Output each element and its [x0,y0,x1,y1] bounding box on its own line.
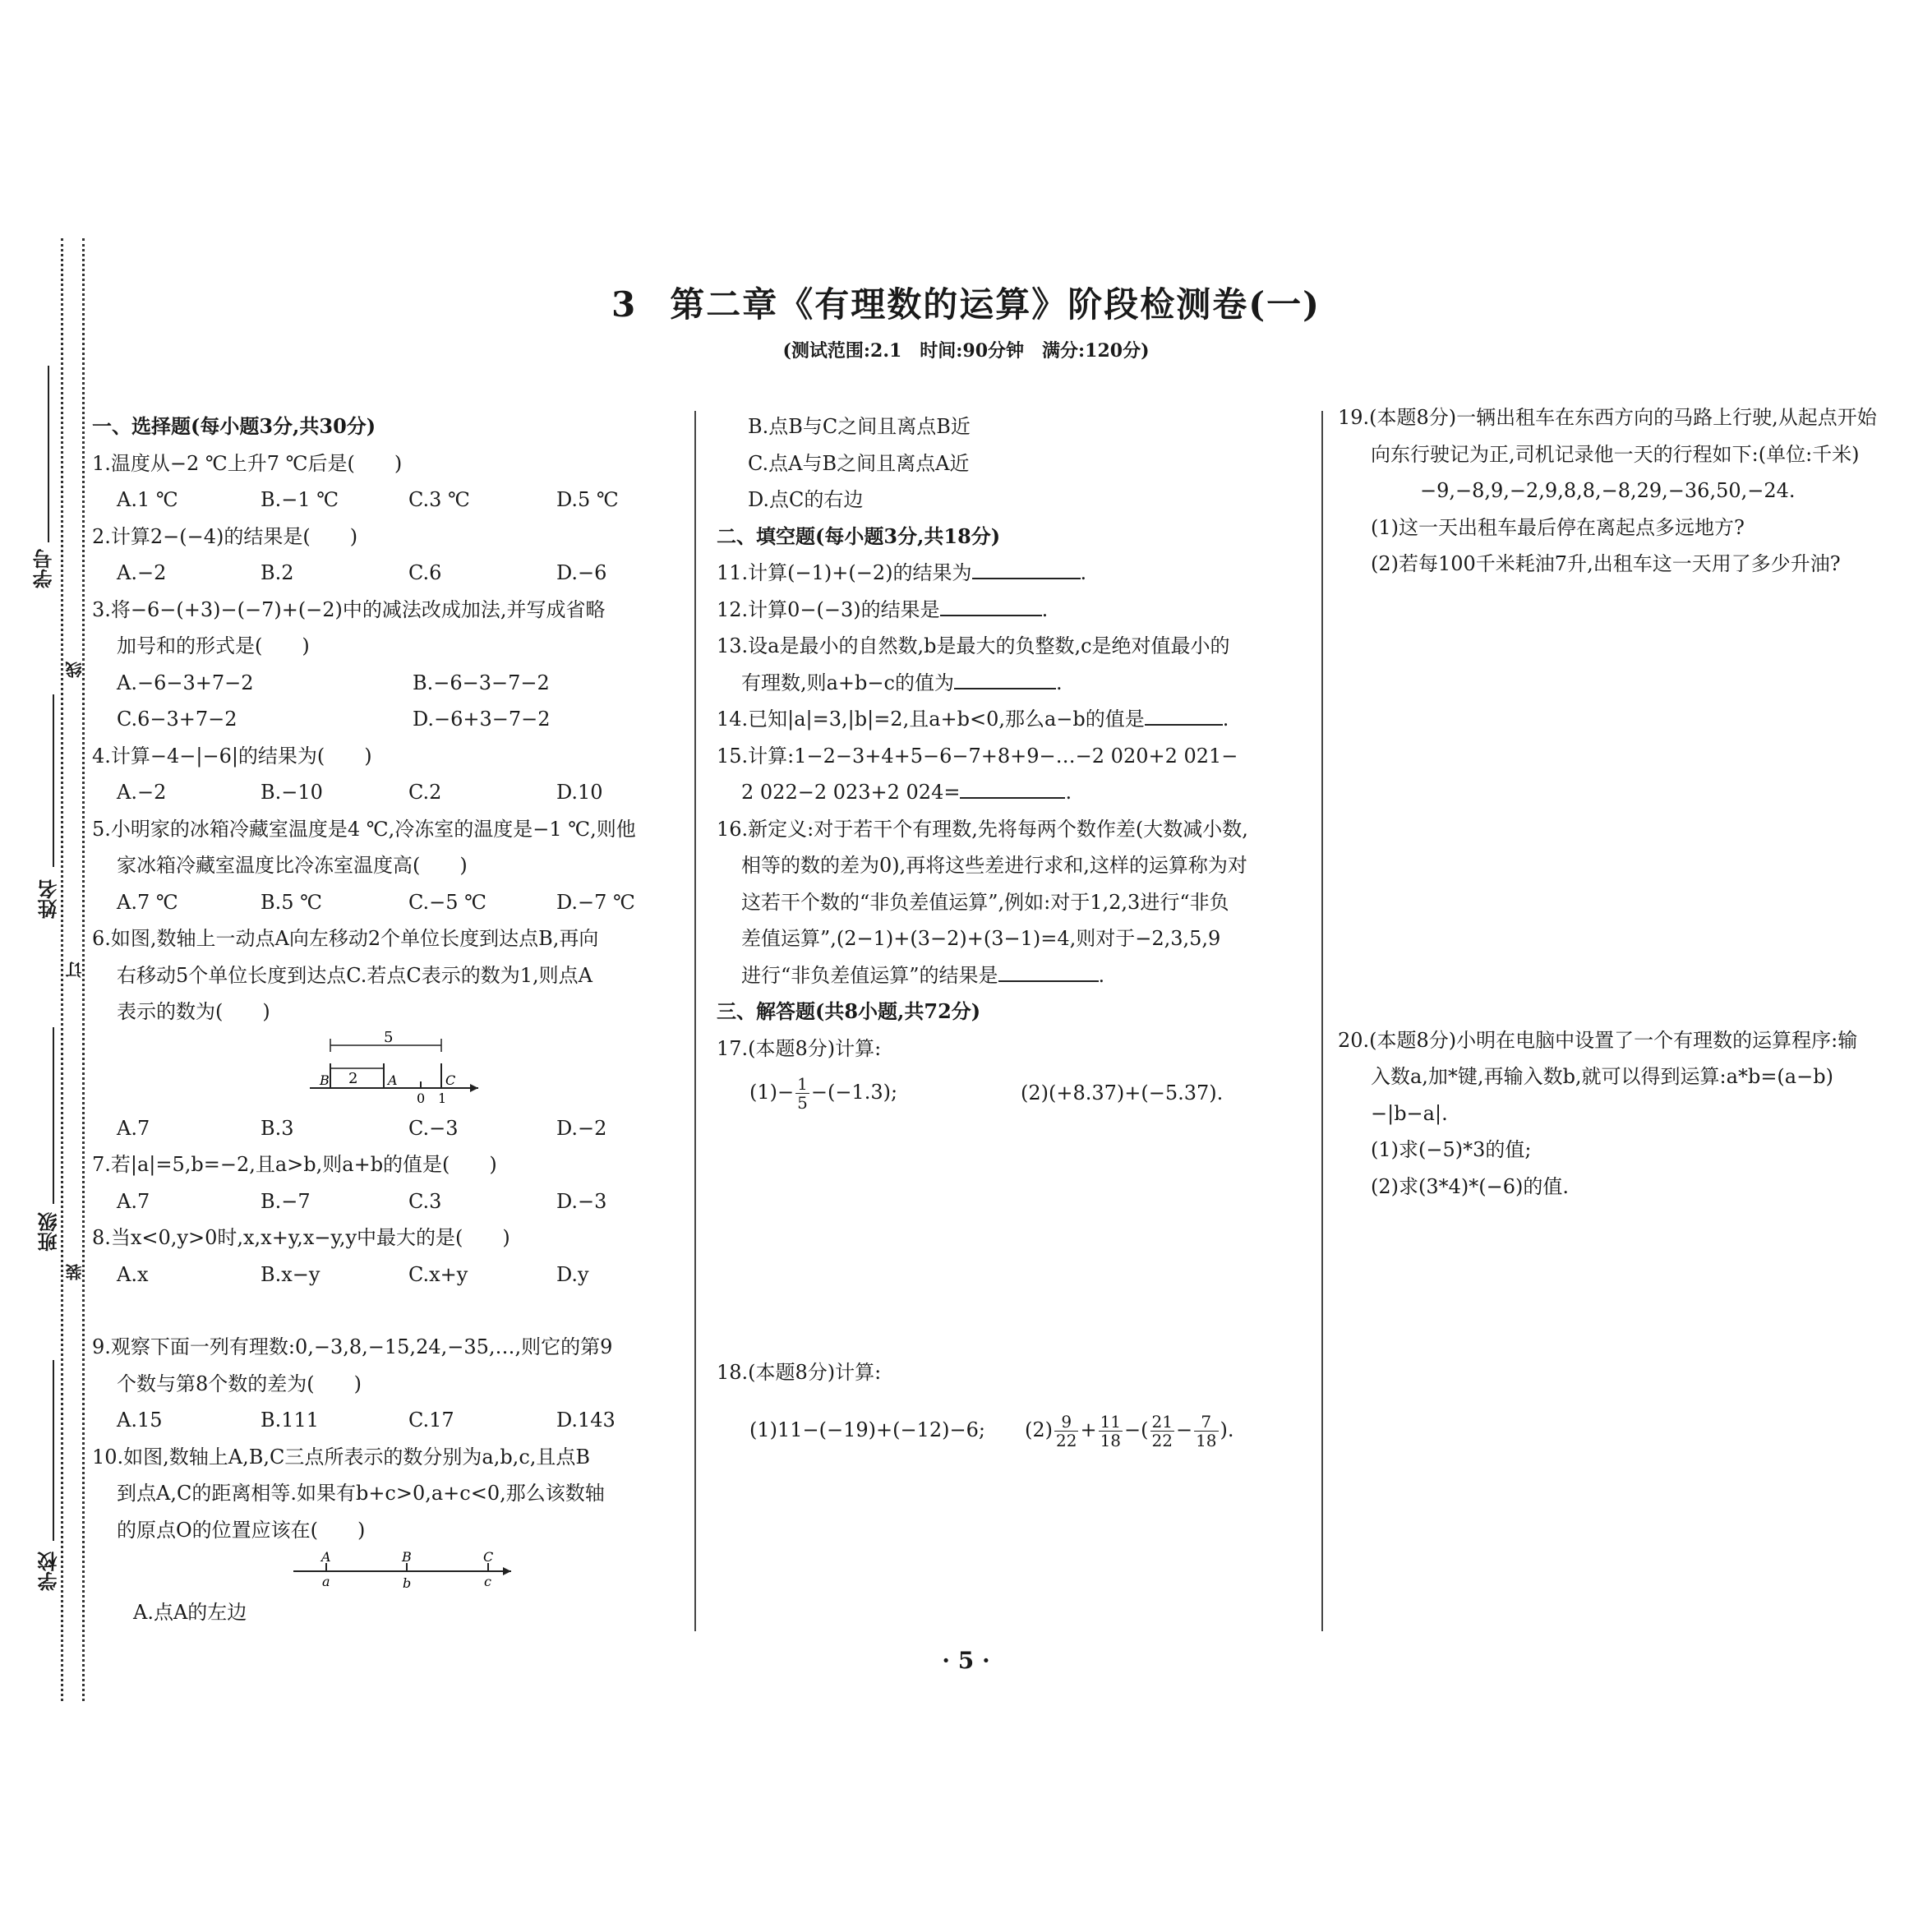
q9-option-b[interactable]: B.111 [261,1409,320,1432]
q6-option-c[interactable]: C.−3 [408,1116,459,1140]
class-label: 班级 [37,1212,61,1252]
q17-1-denominator: 5 [797,1093,808,1113]
q7-option-b[interactable]: B.−7 [261,1189,311,1213]
q11-answer-blank[interactable] [972,556,1081,579]
section-choice-heading: 一、选择题(每小题3分,共30分) [92,414,376,438]
question-3-line-1: 3.将−6−(+3)−(−7)+(−2)中的减法改成加法,并写成省略 [92,597,606,621]
class-rule [53,1027,54,1204]
question-1: 1.温度从−2 ℃上升7 ℃后是( ) [92,451,403,475]
left-column [92,408,684,1631]
q6-fig-point-a: A [388,1072,398,1088]
q10-fig-value-c: c [484,1574,491,1589]
question-17: 17.(本题8分)计算: [717,1036,882,1060]
q2-option-a[interactable]: A.−2 [117,561,167,584]
question-15-line-1: 15.计算:1−2−3+4+5−6−7+8+9−…−2 020+2 021− [717,744,1238,768]
q18-2-fraction-4 [1194,1413,1218,1450]
q14-answer-blank[interactable] [1145,703,1223,726]
column-divider-right [1321,411,1323,1631]
q4-option-d[interactable]: D.10 [556,781,603,804]
q10-option-d[interactable]: D.点C的右边 [748,488,864,511]
q5-option-a[interactable]: A.7 ℃ [117,890,178,914]
question-9-line-2: 个数与第8个数的差为( ) [117,1372,362,1395]
q18-2-fraction-1 [1054,1413,1078,1450]
question-16-line-3: 这若干个数的“非负差值运算”,例如:对于1,2,3进行“非负 [741,890,1229,914]
question-4: 4.计算−4−|−6|的结果为( ) [92,744,372,768]
question-10-line-3: 的原点O的位置应该在( ) [117,1518,366,1542]
q16-answer-blank[interactable] [998,959,1099,982]
question-15-line-2: 2 022−2 023+2 024= . [717,774,1308,811]
question-12-text: 12.计算0−(−3)的结果是 [717,597,940,621]
q18-subquestions [717,1406,1308,1455]
test-title: 第二章《有理数的运算》阶段检测卷(一) [670,284,1321,325]
binding-mark-xian: 线 [65,662,85,678]
q8-options [92,1256,684,1293]
q1-options [92,482,684,519]
test-info: (测试范围:2.1 时间:90分钟 满分:120分) [782,340,1150,362]
question-19-part-2: (2)若每100千米耗油7升,出租车这一天用了多少升油? [1371,552,1841,575]
question-16-line-5: 进行“非负差值运算”的结果是 . [717,957,1308,994]
q18-part-2 [1025,1412,1234,1450]
q10-fig-point-a: A [321,1549,331,1565]
q19-answer-space[interactable] [1338,583,1930,1022]
q5-option-c[interactable]: C.−5 ℃ [408,890,486,914]
question-6-line-1: 6.如图,数轴上一动点A向左移动2个单位长度到达点B,再向 [92,927,599,950]
test-number: 3 [611,284,638,325]
q17-subquestions [717,1070,1308,1116]
question-13-line-2: 有理数,则a+b−c的值为 . [717,665,1308,702]
q6-option-d[interactable]: D.−2 [556,1116,607,1140]
question-16-line-4: 差值运算”,(2−1)+(3−2)+(3−1)=4,则对于−2,3,5,9 [741,927,1221,950]
q8-option-d[interactable]: D.y [556,1262,589,1286]
q15-answer-blank[interactable] [960,776,1065,799]
q6-fig-point-b: B [320,1072,330,1088]
question-7: 7.若|a|=5,b=−2,且a>b,则a+b的值是( ) [92,1153,497,1176]
question-20-line-1: 20.(本题8分)小明在电脑中设置了一个有理数的运算程序:输 [1338,1028,1858,1052]
q18-2-den-3: 22 [1151,1430,1173,1450]
q9-option-a[interactable]: A.15 [117,1409,163,1432]
school-rule [53,1360,54,1541]
school-label: 学校 [37,1552,61,1591]
q18-2-fraction-3 [1150,1413,1174,1450]
q17-part-1 [749,1074,1021,1112]
question-20-part-2: (2)求(3*4)*(−6)的值. [1371,1174,1569,1198]
question-15-text: 2 022−2 023+2 024= [741,781,961,804]
q18-2-num-2: 11 [1100,1411,1122,1432]
q2-option-c[interactable]: C.6 [408,561,442,584]
q3-options-row-1 [92,665,684,702]
q7-options [92,1183,684,1220]
q1-option-b[interactable]: B.−1 ℃ [261,488,339,511]
question-12: 12.计算0−(−3)的结果是 . [717,592,1308,629]
q17-1-numerator: 1 [797,1074,808,1094]
q3-option-d[interactable]: D.−6+3−7−2 [413,708,551,731]
q17-1-suffix: −(−1.3); [810,1081,898,1104]
q18-2-num-4: 7 [1194,1413,1218,1432]
q7-option-c[interactable]: C.3 [408,1189,442,1213]
q18-2-plus: + [1080,1418,1097,1441]
q18-2-num-3: 21 [1151,1411,1173,1432]
q4-options [92,774,684,811]
q10-option-b[interactable]: B.点B与C之间且离点B近 [748,415,971,438]
student-no-label: 学号 [32,549,56,588]
q6-options [92,1110,684,1147]
q8-option-a[interactable]: A.x [117,1262,149,1286]
q18-2-den-4: 18 [1196,1430,1217,1450]
question-6-line-3: 表示的数为( ) [117,1000,270,1023]
q10-fig-point-b: B [402,1549,412,1565]
q10-option-a[interactable]: A.点A的左边 [133,1601,247,1624]
q4-option-a[interactable]: A.−2 [117,781,167,804]
right-column [1338,399,1930,1205]
q8-option-b[interactable]: B.x−y [261,1262,320,1286]
q17-answer-space[interactable] [717,1116,1308,1354]
q6-fig-tick-one: 1 [438,1090,447,1104]
q7-option-d[interactable]: D.−3 [556,1189,607,1213]
question-2: 2.计算2−(−4)的结果是( ) [92,524,358,548]
question-14: 14.已知|a|=3,|b|=2,且a+b<0,那么a−b的值是 . [717,701,1308,738]
question-19-data: −9,−8,9,−2,9,8,8,−8,29,−36,50,−24. [1420,479,1796,502]
question-13-line-1: 13.设a是最小的自然数,b是最大的负整数,c是绝对值最小的 [717,634,1230,657]
question-10-line-1: 10.如图,数轴上A,B,C三点所表示的数分别为a,b,c,且点B [92,1445,591,1469]
q4-option-c[interactable]: C.2 [408,781,442,804]
q18-2-prefix: (2) [1025,1418,1053,1441]
question-20-line-2: 入数a,加*键,再输入数b,就可以得到运算:a*b=(a−b) [1371,1065,1833,1088]
name-rule [53,694,54,867]
section-solve-heading: 三、解答题(共8小题,共72分) [717,999,981,1023]
q18-2-den-1: 22 [1056,1430,1077,1450]
question-20-part-1: (1)求(−5)*3的值; [1371,1138,1532,1161]
q1-option-a[interactable]: A.1 ℃ [117,488,178,511]
question-13-text: 有理数,则a+b−c的值为 [741,671,954,694]
q4-option-b[interactable]: B.−10 [261,781,323,804]
q7-option-a[interactable]: A.7 [117,1189,150,1213]
question-5-line-2: 家冰箱冷藏室温度比冷冻室温度高( ) [117,854,468,877]
question-19-line-2: 向东行驶记为正,司机记录他一天的行程如下:(单位:千米) [1371,442,1860,466]
question-8: 8.当x<0,y>0时,x,x+y,x−y,y中最大的是( ) [92,1226,510,1249]
q6-number-line-figure [92,1031,684,1104]
q10-fig-value-b: b [403,1575,412,1591]
column-divider-left [694,411,696,1631]
q17-1-prefix: (1)− [749,1081,795,1104]
q2-option-b[interactable]: B.2 [261,561,294,584]
q18-part-1: (1)11−(−19)+(−12)−6; [749,1418,985,1442]
question-20-line-3: −|b−a|. [1371,1101,1448,1125]
q1-option-d[interactable]: D.5 ℃ [556,488,619,511]
q18-2-fraction-2 [1099,1413,1123,1450]
question-10-line-2: 到点A,C的距离相等.如果有b+c>0,a+c<0,那么该数轴 [117,1482,605,1505]
q17-part-2: (2)(+8.37)+(−5.37). [1021,1081,1224,1104]
q5-option-d[interactable]: D.−7 ℃ [556,890,635,914]
page-title [0,278,1932,327]
question-6-line-2: 右移动5个单位长度到达点C.若点C表示的数为1,则点A [117,963,593,987]
q6-fig-label-two: 2 [348,1069,358,1087]
q8-option-c[interactable]: C.x+y [408,1262,468,1286]
page-number: · 5 · [942,1647,990,1674]
question-18: 18.(本题8分)计算: [717,1361,882,1384]
q10-fig-point-c: C [483,1549,494,1565]
question-11-text: 11.计算(−1)+(−2)的结果为 [717,561,972,584]
question-16-line-2: 相等的数的差为0),再将这些差进行求和,这样的运算称为对 [741,854,1247,877]
q9-option-c[interactable]: C.17 [408,1409,454,1432]
q10-option-c[interactable]: C.点A与B之间且离点A近 [748,451,970,475]
section-fill-heading: 二、填空题(每小题3分,共18分) [717,523,1001,548]
middle-column [717,408,1308,1455]
q18-2-minus-paren: −( [1124,1418,1149,1441]
q5-options [92,884,684,921]
question-19-line-1: 19.(本题8分)一辆出租车在东西方向的马路上行驶,从起点开始 [1338,406,1877,429]
name-label: 姓名 [37,879,61,919]
q9-options [92,1402,684,1439]
q3-option-a[interactable]: A.−6−3+7−2 [117,671,254,694]
q9-option-d[interactable]: D.143 [556,1409,616,1432]
question-9-line-1: 9.观察下面一列有理数:0,−3,8,−15,24,−35,…,则它的第9 [92,1335,613,1358]
student-no-rule [48,366,49,542]
q18-2-minus: − [1175,1418,1193,1441]
question-14-text: 14.已知|a|=3,|b|=2,且a+b<0,那么a−b的值是 [717,708,1145,731]
q2-options [92,555,684,592]
q17-1-fraction [795,1075,809,1112]
question-19-part-1: (1)这一天出租车最后停在离起点多远地方? [1371,515,1745,539]
question-3-line-2: 加号和的形式是( ) [117,634,310,657]
question-16-text: 进行“非负差值运算”的结果是 [741,963,998,987]
q13-answer-blank[interactable] [954,666,1056,689]
q18-2-num-1: 9 [1054,1413,1078,1432]
binding-mark-ding: 订 [65,961,85,978]
binding-mark-zhuang: 装 [65,1264,85,1280]
q18-2-close: ). [1220,1418,1234,1441]
q6-option-a[interactable]: A.7 [117,1116,150,1140]
q3-options-row-2 [92,701,684,738]
q10-fig-value-a: a [322,1574,330,1589]
q5-option-b[interactable]: B.5 ℃ [261,890,323,914]
q6-fig-tick-zero: 0 [417,1090,426,1104]
q3-option-b[interactable]: B.−6−3−7−2 [413,671,550,694]
q3-option-c[interactable]: C.6−3+7−2 [117,708,237,731]
q6-option-b[interactable]: B.3 [261,1116,294,1140]
question-16-line-1: 16.新定义:对于若干个有理数,先将每两个数作差(大数减小数, [717,817,1248,841]
q1-option-c[interactable]: C.3 ℃ [408,488,470,511]
question-5-line-1: 5.小明家的冰箱冷藏室温度是4 ℃,冷冻室的温度是−1 ℃,则他 [92,817,636,841]
question-11: 11.计算(−1)+(−2)的结果为 . [717,555,1308,592]
q6-fig-point-c: C [445,1072,456,1088]
q6-fig-label-five: 5 [384,1030,394,1046]
q2-option-d[interactable]: D.−6 [556,561,607,584]
q12-answer-blank[interactable] [940,593,1042,616]
q10-number-line-figure [92,1548,684,1594]
q18-2-den-2: 18 [1100,1430,1122,1450]
